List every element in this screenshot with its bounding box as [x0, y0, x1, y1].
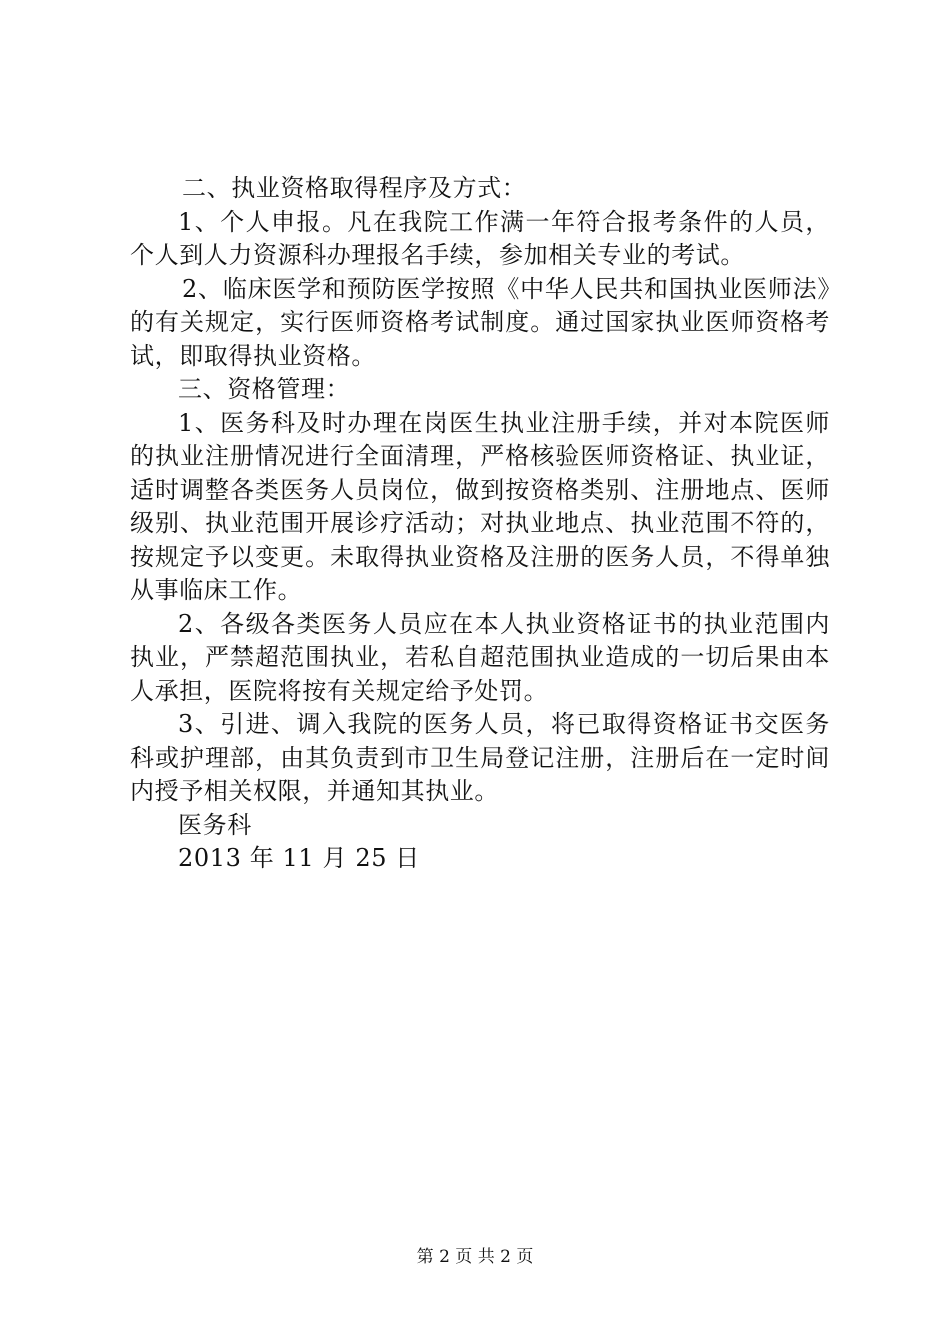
section3-item-2: 2、各级各类医务人员应在本人执业资格证书的执业范围内执业，严禁超范围执业，若私自超范围执业造成的一切后果由本人承担，医院将按有关规定给予处罚。	[130, 609, 830, 705]
signature: 医务科	[178, 810, 252, 839]
section3-item-1: 1、医务科及时办理在岗医生执业注册手续，并对本院医师的执业注册情况进行全面清理，严格核验医师资格证、执业证，适时调整各类医务人员岗位，做到按资格类别、注册地点、医师级别、执业范围开展诊疗活动；对执业地点、执业范围不符的，按规定予以变更。未取得执业资格及注册的医务人员，不得单独从事临床工作。	[130, 408, 830, 604]
section2-item-1: 1、个人申报。凡在我院工作满一年符合报考条件的人员，个人到人力资源科办理报名手续，参加相关专业的考试。	[130, 207, 830, 269]
section3-item-3: 3、引进、调入我院的医务人员，将已取得资格证书交医务科或护理部，由其负责到市卫生局登记注册，注册后在一定时间内授予相关权限，并通知其执业。	[130, 710, 830, 805]
document-body	[130, 172, 830, 876]
section2-heading: 二、执业资格取得程序及方式：	[182, 174, 527, 202]
section2-item-2: 2、临床医学和预防医学按照《中华人民共和国执业医师法》的有关规定，实行医师资格考试制度。通过国家执业医师资格考试，即取得执业资格。	[130, 274, 830, 370]
section3-heading: 三、资格管理：	[178, 375, 351, 403]
page-footer: 第 2 页 共 2 页	[416, 1247, 534, 1267]
date: 2013 年 11 月 25 日	[178, 844, 420, 872]
